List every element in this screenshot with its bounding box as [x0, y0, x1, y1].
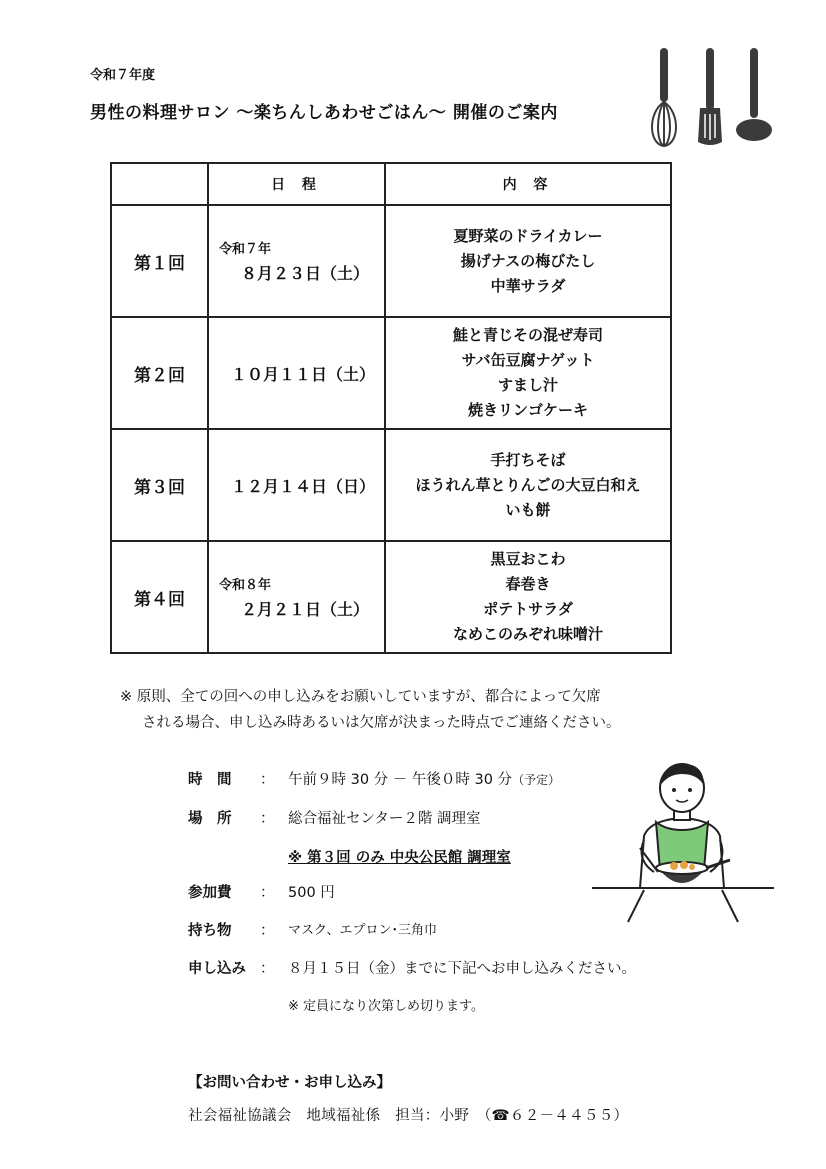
menu-item: 焼きリンゴケーキ [467, 401, 588, 419]
date-cell [208, 429, 385, 541]
menu-item: ポテトサラダ [483, 600, 573, 618]
round-label: 第３回 [111, 429, 208, 541]
fee-label: 参加費 [188, 885, 232, 901]
table-row [111, 317, 671, 429]
bring-value: マスク、エプロン･三角巾 [288, 923, 437, 938]
header-empty [111, 163, 208, 205]
session-date: １０月１１日（土） [231, 364, 376, 384]
round-label: 第４回 [111, 541, 208, 653]
menu-item: 黒豆おこわ [490, 550, 566, 568]
era-year: 令和８年 [219, 578, 272, 593]
table-row [111, 429, 671, 541]
round-label: 第１回 [111, 205, 208, 317]
table-row [111, 541, 671, 653]
time-value: 午前９時 30 分 － 午後０時 30 分（予定） [288, 772, 561, 788]
colon: ： [260, 885, 275, 901]
ladle-icon [736, 48, 772, 141]
menu-item: 中華サラダ [490, 276, 566, 295]
round-label: 第２回 [111, 317, 208, 429]
page-title: 男性の料理サロン ～楽ちんしあわせごはん～ 開催のご案内 [90, 103, 558, 123]
fee-value: 500 円 [288, 885, 335, 901]
menu-item: 夏野菜のドライカレー [453, 226, 603, 245]
menu-item: すまし汁 [497, 376, 558, 394]
cooking-man-illustration [588, 760, 778, 930]
colon: ： [260, 961, 275, 977]
header-content: 内 容 [385, 163, 671, 205]
venue-exception-note: ※ 第３回 のみ 中央公民館 調理室 [288, 850, 511, 866]
session-date: ８月２３日（土） [241, 264, 370, 283]
time-label: 時 間 [188, 772, 232, 788]
date-cell [208, 205, 385, 317]
menu-cell [385, 541, 671, 653]
menu-item: ほうれん草とりんごの大豆白和え [415, 475, 641, 494]
era-year: 令和７年 [219, 242, 272, 257]
bring-label: 持ち物 [188, 923, 232, 939]
menu-item: 春巻き [505, 575, 551, 593]
fiscal-year: 令和７年度 [90, 68, 156, 83]
place-value: 総合福祉センター２階 調理室 [288, 811, 481, 827]
apply-label: 申し込み [188, 961, 246, 977]
place-label: 場 所 [188, 811, 232, 827]
colon: ： [260, 811, 275, 827]
menu-item: 揚げナスの梅びたし [460, 251, 596, 270]
table-header-row [111, 163, 671, 205]
attendance-note [120, 684, 621, 736]
schedule-table [110, 162, 672, 654]
whisk-icon [652, 48, 676, 146]
menu-item: サバ缶豆腐ナゲット [461, 351, 595, 369]
contact-heading: 【お問い合わせ・お申し込み】 [188, 1075, 391, 1091]
spatula-icon [698, 48, 722, 145]
session-date: １２月１４日（日） [231, 476, 376, 496]
capacity-note: ※ 定員になり次第しめ切ります。 [288, 999, 484, 1014]
utensils-illustration [640, 44, 780, 154]
session-date: ２月２１日（土） [241, 600, 370, 619]
note-line: ※ 原則、全ての回への申し込みをお願いしていますが、都合によって欠席 [120, 689, 601, 705]
menu-item: 手打ちそば [490, 450, 566, 469]
time-note: （予定） [512, 773, 561, 787]
apply-value: ８月１５日（金）までに下記へお申し込みください。 [288, 961, 636, 977]
header-schedule: 日 程 [208, 163, 385, 205]
menu-item: なめこのみぞれ味噌汁 [452, 625, 603, 643]
date-cell [208, 317, 385, 429]
menu-cell [385, 317, 671, 429]
date-cell [208, 541, 385, 653]
colon: ： [260, 772, 275, 788]
menu-cell [385, 205, 671, 317]
table-row [111, 205, 671, 317]
note-line: される場合、申し込み時あるいは欠席が決まった時点でご連絡ください。 [142, 715, 621, 731]
menu-item: いも餅 [505, 500, 551, 519]
contact-line: 社会福祉協議会 地域福祉係 担当：小野 （☎６２－４４５５） [188, 1108, 629, 1124]
colon: ： [260, 923, 275, 939]
menu-cell [385, 429, 671, 541]
menu-item: 鮭と青じその混ぜ寿司 [452, 326, 603, 344]
